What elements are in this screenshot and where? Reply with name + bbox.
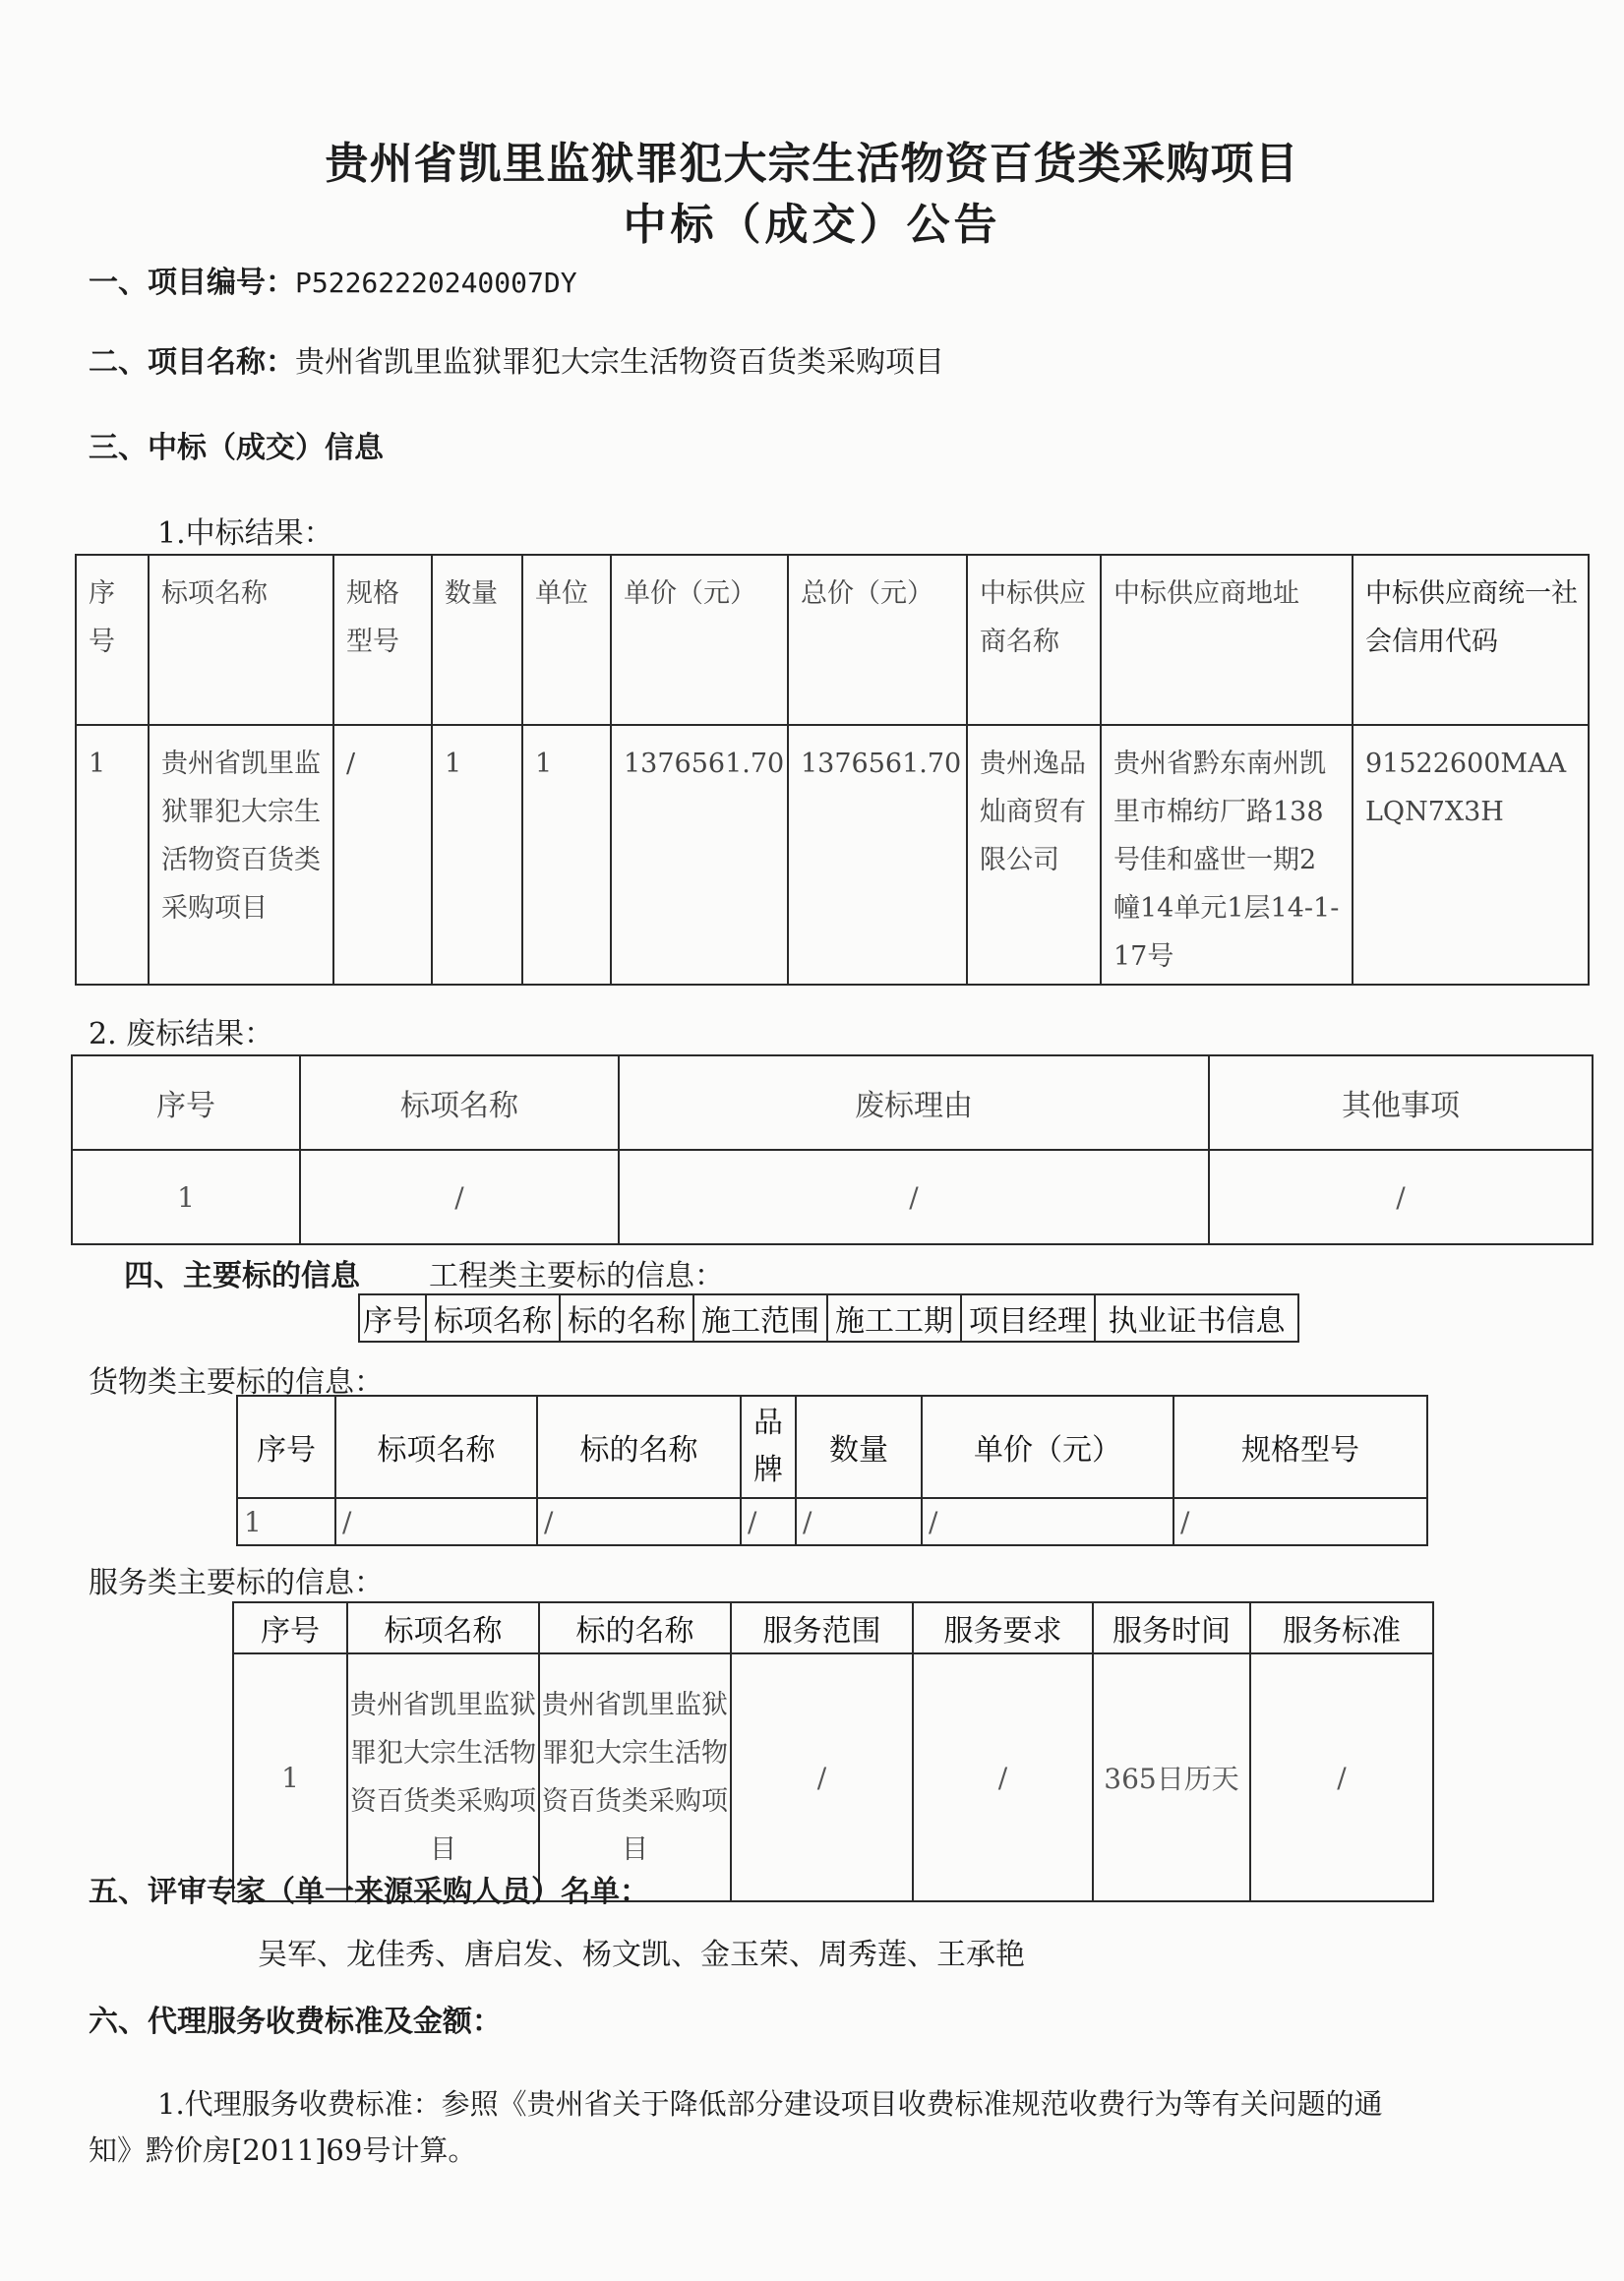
experts-heading: 五、评审专家（单一来源采购人员）名单： (89, 1875, 649, 1909)
data-cell: 1376561.70 (788, 725, 967, 985)
header-cell: 总价（元） (788, 555, 967, 725)
header-cell: 标的名称 (539, 1602, 731, 1653)
goods-heading: 货物类主要标的信息： (89, 1365, 384, 1400)
header-cell: 标项名称 (347, 1602, 539, 1653)
data-cell: 1376561.70 (611, 725, 788, 985)
award-header-row (76, 555, 1589, 725)
header-cell: 规格型号 (1173, 1396, 1427, 1498)
data-cell: 贵州省黔东南州凯里市棉纺厂路138号佳和盛世一期2幢14单元1层14-1-17号 (1101, 725, 1353, 985)
header-cell: 标的名称 (560, 1294, 693, 1342)
award-data-row (76, 725, 1589, 985)
header-cell: 服务标准 (1250, 1602, 1433, 1653)
header-cell: 单价（元） (611, 555, 788, 725)
data-cell: / (619, 1150, 1209, 1244)
data-cell: 1 (432, 725, 522, 985)
services-header-row (233, 1602, 1433, 1653)
header-cell: 中标供应商名称 (967, 555, 1101, 725)
header-cell: 标项名称 (426, 1294, 560, 1342)
fee-standard-line1: 1.代理服务收费标准：参照《贵州省关于降低部分建设项目收费标准规范收费行为等有关问题的通 (157, 2087, 1383, 2121)
data-cell: 贵州省凯里监狱罪犯大宗生活物资百货类采购项目 (539, 1653, 731, 1901)
header-cell: 废标理由 (619, 1055, 1209, 1150)
header-cell: 数量 (432, 555, 522, 725)
header-cell: 服务时间 (1093, 1602, 1250, 1653)
header-cell: 服务要求 (913, 1602, 1093, 1653)
fee-heading: 六、代理服务收费标准及金额： (89, 2005, 502, 2039)
data-cell: / (913, 1653, 1093, 1901)
header-cell: 服务范围 (731, 1602, 913, 1653)
header-cell: 品牌 (741, 1396, 796, 1498)
header-cell: 中标供应商统一社会信用代码 (1353, 555, 1589, 725)
award-info-heading: 三、中标（成交）信息 (89, 431, 384, 465)
data-cell: 365日历天 (1093, 1653, 1250, 1901)
header-cell: 中标供应商地址 (1101, 555, 1353, 725)
header-cell: 项目经理 (961, 1294, 1095, 1342)
data-cell: 1 (233, 1653, 347, 1901)
goods-header-row (237, 1396, 1427, 1498)
data-cell: 1 (522, 725, 611, 985)
header-cell: 序号 (72, 1055, 300, 1150)
goods-table (236, 1395, 1428, 1546)
header-cell: 单位 (522, 555, 611, 725)
project-number-line (89, 258, 577, 301)
project-name-value: 贵州省凯里监狱罪犯大宗生活物资百货类采购项目 (295, 345, 944, 380)
data-cell: / (922, 1498, 1173, 1545)
failed-bid-heading: 2. 废标结果： (89, 1017, 274, 1051)
header-cell: 执业证书信息 (1095, 1294, 1298, 1342)
failed-data-row (72, 1150, 1593, 1244)
data-cell: 91522600MAALQN7X3H (1353, 725, 1589, 985)
data-cell: / (796, 1498, 922, 1545)
header-cell: 单价（元） (922, 1396, 1173, 1498)
data-cell: / (731, 1653, 913, 1901)
engineering-heading: 工程类主要标的信息： (429, 1259, 724, 1293)
main-subject-line (124, 1251, 724, 1294)
engineering-table (358, 1293, 1299, 1343)
data-cell: / (1173, 1498, 1427, 1545)
project-number-value: P52262220240007DY (295, 267, 577, 299)
data-cell: / (537, 1498, 741, 1545)
experts-names: 吴军、龙佳秀、唐启发、杨文凯、金玉荣、周秀莲、王承艳 (258, 1938, 1025, 1972)
data-cell: 1 (72, 1150, 300, 1244)
data-cell: / (1250, 1653, 1433, 1901)
header-cell: 标项名称 (149, 555, 333, 725)
data-cell: / (741, 1498, 796, 1545)
project-name-label: 二、项目名称： (89, 345, 295, 380)
failed-bid-table (71, 1054, 1594, 1245)
data-cell: 贵州逸品灿商贸有限公司 (967, 725, 1101, 985)
award-result-table (75, 554, 1590, 986)
services-heading: 服务类主要标的信息： (89, 1566, 384, 1600)
services-table (232, 1601, 1434, 1902)
services-data-row (233, 1653, 1433, 1901)
main-subject-heading: 四、主要标的信息 (124, 1259, 360, 1293)
data-cell: 1 (76, 725, 149, 985)
fee-standard-line2: 知》黔价房[2011]69号计算。 (89, 2133, 477, 2167)
project-number-label: 一、项目编号： (89, 266, 295, 300)
data-cell: / (1209, 1150, 1593, 1244)
data-cell: / (300, 1150, 619, 1244)
header-cell: 规格型号 (333, 555, 432, 725)
document-title: 贵州省凯里监狱罪犯大宗生活物资百货类采购项目 (325, 139, 1299, 189)
data-cell: 1 (237, 1498, 335, 1545)
award-result-heading: 1.中标结果： (157, 516, 333, 551)
header-cell: 其他事项 (1209, 1055, 1593, 1150)
header-cell: 标的名称 (537, 1396, 741, 1498)
failed-header-row (72, 1055, 1593, 1150)
goods-data-row (237, 1498, 1427, 1545)
header-cell: 序号 (233, 1602, 347, 1653)
data-cell: 贵州省凯里监狱罪犯大宗生活物资百货类采购项目 (149, 725, 333, 985)
engineering-header-row (359, 1294, 1298, 1342)
header-cell: 序号 (359, 1294, 426, 1342)
header-cell: 施工工期 (827, 1294, 961, 1342)
header-cell: 标项名称 (335, 1396, 537, 1498)
header-cell: 序号 (237, 1396, 335, 1498)
data-cell: / (333, 725, 432, 985)
project-name-line (89, 337, 944, 381)
header-cell: 施工范围 (693, 1294, 827, 1342)
document-subtitle: 中标（成交）公告 (623, 200, 1001, 250)
header-cell: 数量 (796, 1396, 922, 1498)
data-cell: / (335, 1498, 537, 1545)
header-cell: 标项名称 (300, 1055, 619, 1150)
header-cell: 序号 (76, 555, 149, 725)
data-cell: 贵州省凯里监狱罪犯大宗生活物资百货类采购项目 (347, 1653, 539, 1901)
